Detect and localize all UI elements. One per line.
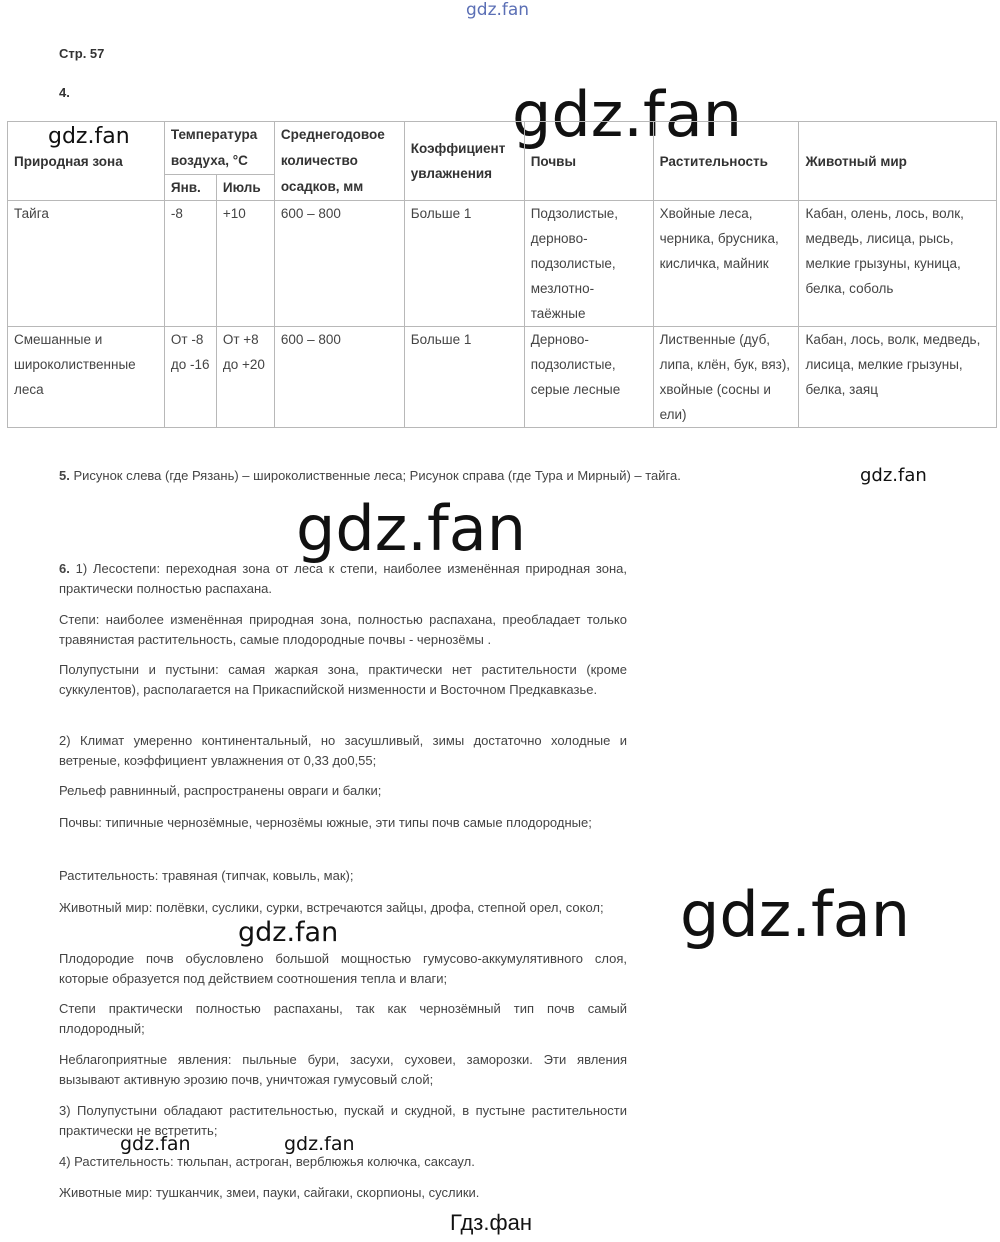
cell-july: +10 [216, 201, 274, 327]
header-animals: Животный мир [799, 122, 997, 201]
cell-zone: Тайга [8, 201, 165, 327]
task6-paragraph: Животный мир: полёвки, суслики, сурки, встречаются зайцы, дрофа, степной орел, сокол; [59, 900, 604, 915]
cell-soil: Подзолистые, дерново-подзолистые, мезлотно-таёжные [524, 201, 653, 327]
task5-text: Рисунок слева (где Рязань) – широколиственные леса; Рисунок справа (где Тура и Мирный) – тайга. [73, 468, 681, 483]
page-label: Стр. 57 [59, 46, 105, 61]
natural-zones-table [7, 121, 997, 428]
footer-site-name: Гдз.фан [450, 1210, 532, 1235]
cell-coefficient: Больше 1 [404, 327, 524, 428]
cell-animals: Кабан, лось, волк, медведь, лисица, мелкие грызуны, белка, заяц [799, 327, 997, 428]
paragraph-text: 1) Лесостепи: переходная зона от леса к степи, наиболее изменённая природная зона, практически полностью распахана. [59, 561, 627, 596]
cell-precipitation: 600 – 800 [274, 327, 404, 428]
task6-paragraph: Полупустыни и пустыни: самая жаркая зона, практически нет растительности (кроме суккулентов), располагается на Прикаспийской низменности и Восточном Предкавказье. [59, 662, 627, 697]
watermark-small: gdz.fan [238, 917, 339, 948]
cell-animals: Кабан, олень, лось, волк, медведь, лисица, рысь, мелкие грызуны, куница, белка, соболь [799, 201, 997, 327]
task6-paragraph: Рельеф равнинный, распространены овраги и балки; [59, 783, 382, 798]
task-number: 4. [59, 85, 70, 100]
task6-paragraph: 3) Полупустыни обладают растительностью, пускай и скудной, в пустыне растительности практически не встретить; [59, 1103, 627, 1138]
task-number: 6. [59, 561, 70, 576]
task6-paragraph: Плодородие почв обусловлено большой мощностью гумусово-аккумулятивного слоя, которые образуется под действием соотношения тепла и влаги; [59, 951, 627, 986]
cell-coefficient: Больше 1 [404, 201, 524, 327]
cell-precipitation: 600 – 800 [274, 201, 404, 327]
header-plants: Растительность [653, 122, 799, 201]
watermark-small: gdz.fan [120, 1133, 191, 1155]
header-precipitation: Среднегодовое количество осадков, мм [274, 122, 404, 201]
task6-paragraph: Степи практически полностью распаханы, так как чернозёмный тип почв самый плодородный; [59, 1001, 627, 1036]
task6-paragraph: Неблагоприятные явления: пыльные бури, засухи, суховеи, заморозки. Эти явления вызывают активную эрозию почв, уничтожая гумусовый слой; [59, 1052, 627, 1087]
watermark-large: gdz.fan [296, 492, 527, 565]
task6-paragraph: 4) Растительность: тюльпан, астроган, верблюжья колючка, саксаул. [59, 1154, 475, 1169]
cell-january: От -8 до -16 [164, 327, 216, 428]
cell-july: От +8 до +20 [216, 327, 274, 428]
table-row [8, 327, 997, 428]
header-soil: Почвы [524, 122, 653, 201]
header-january: Янв. [164, 175, 216, 201]
task6-paragraph: Животные мир: тушканчик, змеи, пауки, сайгаки, скорпионы, суслики. [59, 1185, 480, 1200]
watermark-large: gdz.fan [512, 78, 743, 151]
table-row [8, 201, 997, 327]
task5-answer [59, 468, 681, 483]
watermark-top: gdz.fan [466, 0, 530, 20]
cell-soil: Дерново-подзолистые, серые лесные [524, 327, 653, 428]
task6-paragraph: Растительность: травяная (типчак, ковыль, мак); [59, 868, 354, 883]
task6-paragraph: Почвы: типичные чернозёмные, чернозёмы южные, эти типы почв самые плодородные; [59, 815, 592, 830]
watermark-small: gdz.fan [284, 1133, 355, 1155]
task6-paragraph: 2) Климат умеренно континентальный, но засушливый, зимы достаточно холодные и ветреные, коэффициент увлажнения от 0,33 до0,55; [59, 733, 627, 768]
watermark-large: gdz.fan [680, 878, 911, 951]
header-temperature: Температура воздуха, °С [164, 122, 274, 175]
cell-zone: Смешанные и широколиственные леса [8, 327, 165, 428]
watermark-small: gdz.fan [860, 465, 927, 486]
watermark-small: gdz.fan [48, 124, 130, 149]
task6-paragraph [59, 559, 627, 598]
cell-plants: Лиственные (дуб, липа, клён, бук, вяз), хвойные (сосны и ели) [653, 327, 799, 428]
header-zone: Природная зона [8, 122, 165, 201]
cell-plants: Хвойные леса, черника, брусника, кисличка, майник [653, 201, 799, 327]
task-number: 5. [59, 468, 70, 483]
header-july: Июль [216, 175, 274, 201]
cell-january: -8 [164, 201, 216, 327]
task6-paragraph: Степи: наиболее изменённая природная зона, полностью распахана, преобладает только травянистая растительность, самые плодородные почвы - чернозёмы . [59, 612, 627, 647]
header-coefficient: Коэффициент увлажнения [404, 122, 524, 201]
